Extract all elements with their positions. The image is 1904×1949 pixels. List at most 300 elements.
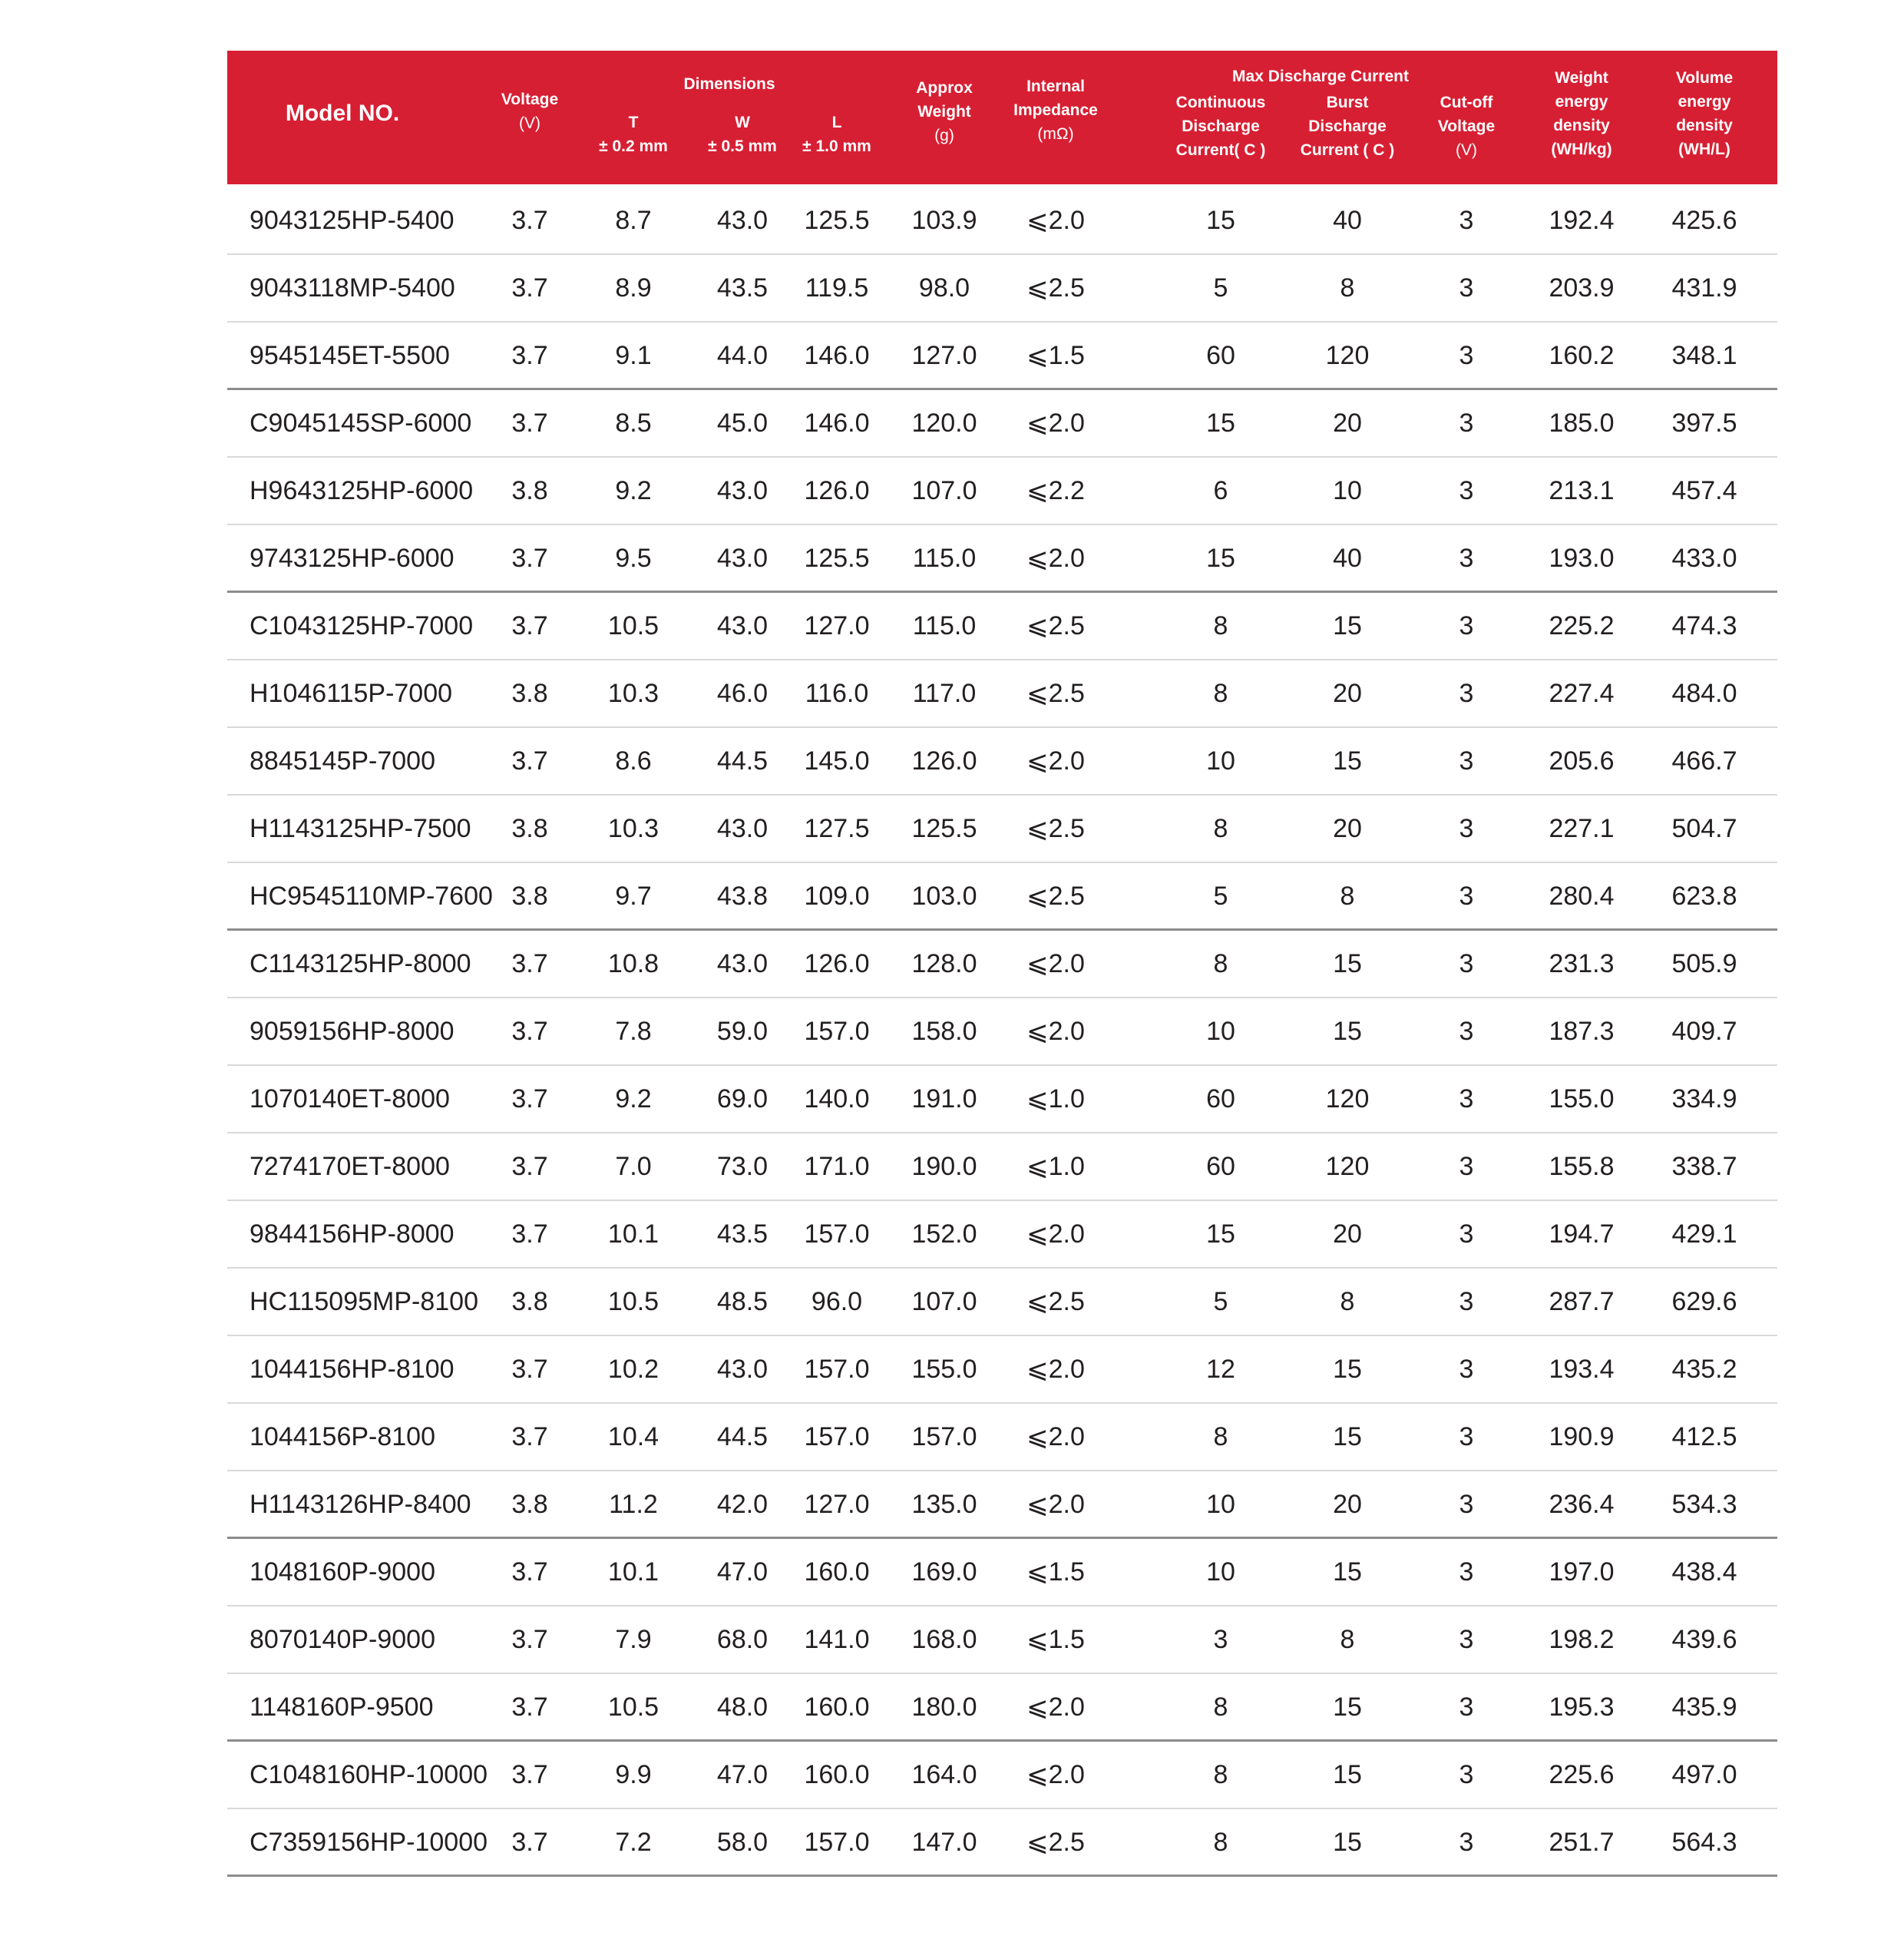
volume-density-cell: 466.7 <box>1671 746 1737 776</box>
table-row <box>227 458 1777 525</box>
impedance-cell: ⩽1.5 <box>1026 1625 1085 1654</box>
table-row <box>227 1742 1777 1809</box>
impedance-cell: ⩽2.0 <box>1026 1219 1085 1249</box>
voltage-cell: 3.7 <box>511 341 548 370</box>
table-row <box>227 998 1777 1066</box>
table-row <box>227 1066 1777 1133</box>
w-cell: 43.5 <box>716 1219 769 1249</box>
burst-cell: 20 <box>1333 1490 1362 1519</box>
burst-cell: 15 <box>1333 1017 1362 1046</box>
table-row <box>227 796 1777 863</box>
impedance-cell: ⩽2.5 <box>1026 273 1085 303</box>
header-weight-density: Weight energy density (WH/kg) <box>1551 69 1612 158</box>
weight-cell: 125.5 <box>911 814 977 843</box>
impedance-cell: ⩽2.5 <box>1026 679 1085 708</box>
weight-density-cell: 227.1 <box>1549 814 1615 843</box>
burst-cell: 20 <box>1333 409 1362 438</box>
cutoff-cell: 3 <box>1459 341 1474 370</box>
model-cell: H1143125HP-7500 <box>250 814 471 843</box>
table-row <box>227 931 1777 998</box>
cutoff-cell: 3 <box>1459 882 1474 911</box>
weight-density-cell: 205.6 <box>1549 746 1615 776</box>
burst-cell: 20 <box>1333 1219 1362 1249</box>
w-cell: 42.0 <box>716 1490 769 1519</box>
weight-density-cell: 155.8 <box>1549 1152 1615 1181</box>
continuous-cell: 8 <box>1213 1693 1228 1722</box>
volume-density-cell: 334.9 <box>1671 1084 1737 1113</box>
impedance-cell: ⩽2.5 <box>1026 814 1085 843</box>
weight-cell: 169.0 <box>911 1557 977 1587</box>
weight-cell: 164.0 <box>911 1760 977 1789</box>
l-cell: 160.0 <box>804 1760 870 1789</box>
impedance-cell: ⩽2.0 <box>1026 1490 1085 1519</box>
l-cell: 109.0 <box>804 882 870 911</box>
l-cell: 157.0 <box>804 1017 870 1046</box>
table-row <box>227 390 1777 458</box>
header-max-discharge: Max Discharge Current <box>1232 68 1409 85</box>
w-cell: 43.0 <box>716 544 769 573</box>
table-row <box>227 323 1777 390</box>
model-cell: 1044156P-8100 <box>250 1422 436 1451</box>
weight-density-cell: 203.9 <box>1549 273 1615 303</box>
cutoff-cell: 3 <box>1459 611 1474 640</box>
continuous-cell: 15 <box>1206 544 1235 573</box>
cutoff-cell: 3 <box>1459 746 1474 776</box>
continuous-cell: 15 <box>1206 1219 1235 1249</box>
weight-density-cell: 185.0 <box>1549 409 1615 438</box>
weight-cell: 98.0 <box>918 273 970 303</box>
header-t: T ± 0.2 mm <box>599 114 668 155</box>
impedance-cell: ⩽2.0 <box>1026 1355 1085 1384</box>
w-cell: 47.0 <box>716 1760 769 1789</box>
continuous-cell: 8 <box>1213 679 1228 708</box>
burst-cell: 10 <box>1333 476 1362 505</box>
weight-cell: 126.0 <box>911 746 977 776</box>
t-cell: 10.5 <box>607 1693 659 1722</box>
w-cell: 43.0 <box>716 611 769 640</box>
volume-density-cell: 348.1 <box>1671 341 1737 370</box>
continuous-cell: 12 <box>1206 1355 1235 1384</box>
cutoff-cell: 3 <box>1459 1219 1474 1249</box>
w-cell: 58.0 <box>716 1828 769 1857</box>
t-cell: 9.2 <box>615 476 652 505</box>
burst-cell: 15 <box>1333 1693 1362 1722</box>
voltage-cell: 3.8 <box>511 814 548 843</box>
volume-density-cell: 484.0 <box>1671 679 1737 708</box>
l-cell: 127.5 <box>804 814 870 843</box>
t-cell: 9.5 <box>615 544 652 573</box>
voltage-cell: 3.7 <box>511 409 548 438</box>
table-row <box>227 187 1777 255</box>
impedance-cell: ⩽2.2 <box>1026 476 1085 505</box>
cutoff-cell: 3 <box>1459 1693 1474 1722</box>
model-cell: C1048160HP-10000 <box>250 1760 488 1789</box>
continuous-cell: 60 <box>1206 1084 1235 1113</box>
model-cell: 1148160P-9500 <box>250 1693 434 1722</box>
l-cell: 141.0 <box>804 1625 870 1654</box>
weight-density-cell: 197.0 <box>1549 1557 1615 1587</box>
impedance-cell: ⩽1.0 <box>1026 1084 1085 1113</box>
continuous-cell: 10 <box>1206 1490 1235 1519</box>
model-cell: 8070140P-9000 <box>250 1625 436 1654</box>
t-cell: 10.2 <box>607 1355 659 1384</box>
weight-density-cell: 193.4 <box>1549 1355 1615 1384</box>
burst-cell: 20 <box>1333 679 1362 708</box>
burst-cell: 8 <box>1340 273 1355 303</box>
volume-density-cell: 435.2 <box>1671 1355 1737 1384</box>
cutoff-cell: 3 <box>1459 679 1474 708</box>
weight-density-cell: 160.2 <box>1549 341 1615 370</box>
voltage-cell: 3.7 <box>511 1422 548 1451</box>
w-cell: 43.0 <box>716 476 769 505</box>
t-cell: 10.5 <box>607 611 659 640</box>
impedance-cell: ⩽1.5 <box>1026 1557 1085 1587</box>
header-burst: Burst Discharge Current ( C ) <box>1300 94 1395 159</box>
voltage-cell: 3.8 <box>511 1287 548 1316</box>
table-row <box>227 863 1777 931</box>
weight-cell: 152.0 <box>911 1219 977 1249</box>
t-cell: 7.9 <box>615 1625 652 1654</box>
burst-cell: 120 <box>1325 1152 1370 1181</box>
model-cell: 9043118MP-5400 <box>250 273 455 303</box>
table-body <box>227 184 1777 1877</box>
voltage-cell: 3.7 <box>511 949 548 978</box>
weight-density-cell: 195.3 <box>1549 1693 1615 1722</box>
continuous-cell: 8 <box>1213 1760 1228 1789</box>
weight-density-cell: 194.7 <box>1549 1219 1615 1249</box>
weight-cell: 135.0 <box>911 1490 977 1519</box>
model-cell: C1143125HP-8000 <box>250 949 471 978</box>
table-row <box>227 728 1777 796</box>
burst-cell: 15 <box>1333 1355 1362 1384</box>
burst-cell: 15 <box>1333 1760 1362 1789</box>
w-cell: 48.0 <box>716 1693 769 1722</box>
weight-cell: 180.0 <box>911 1693 977 1722</box>
continuous-cell: 3 <box>1213 1625 1228 1654</box>
t-cell: 10.5 <box>607 1287 659 1316</box>
t-cell: 10.8 <box>607 949 659 978</box>
weight-density-cell: 187.3 <box>1549 1017 1615 1046</box>
cutoff-cell: 3 <box>1459 1355 1474 1384</box>
l-cell: 157.0 <box>804 1422 870 1451</box>
impedance-cell: ⩽1.0 <box>1026 1152 1085 1181</box>
burst-cell: 8 <box>1340 1625 1355 1654</box>
weight-density-cell: 198.2 <box>1549 1625 1615 1654</box>
l-cell: 126.0 <box>804 949 870 978</box>
weight-density-cell: 225.2 <box>1549 611 1615 640</box>
l-cell: 171.0 <box>804 1152 870 1181</box>
t-cell: 9.7 <box>615 882 652 911</box>
model-cell: 8845145P-7000 <box>250 746 436 776</box>
header-cutoff: Cut-off Voltage (V) <box>1437 94 1496 159</box>
model-cell: C7359156HP-10000 <box>250 1828 488 1857</box>
burst-cell: 15 <box>1333 949 1362 978</box>
w-cell: 45.0 <box>716 409 769 438</box>
weight-density-cell: 190.9 <box>1549 1422 1615 1451</box>
t-cell: 10.3 <box>607 679 659 708</box>
model-cell: 9844156HP-8000 <box>250 1219 455 1249</box>
burst-cell: 8 <box>1340 882 1355 911</box>
model-cell: 1070140ET-8000 <box>250 1084 450 1113</box>
impedance-cell: ⩽2.0 <box>1026 409 1085 438</box>
w-cell: 43.0 <box>716 1355 769 1384</box>
voltage-cell: 3.7 <box>511 544 548 573</box>
table-row <box>227 1809 1777 1877</box>
volume-density-cell: 504.7 <box>1671 814 1737 843</box>
voltage-cell: 3.7 <box>511 1693 548 1722</box>
weight-density-cell: 227.4 <box>1549 679 1615 708</box>
impedance-cell: ⩽2.0 <box>1026 949 1085 978</box>
volume-density-cell: 431.9 <box>1671 273 1737 303</box>
weight-density-cell: 280.4 <box>1549 882 1615 911</box>
cutoff-cell: 3 <box>1459 1017 1474 1046</box>
l-cell: 157.0 <box>804 1355 870 1384</box>
t-cell: 9.2 <box>615 1084 652 1113</box>
header-impedance: Internal Impedance (mΩ) <box>1013 78 1098 143</box>
t-cell: 9.1 <box>615 341 652 370</box>
l-cell: 119.5 <box>805 273 869 303</box>
w-cell: 48.5 <box>716 1287 769 1316</box>
w-cell: 69.0 <box>716 1084 769 1113</box>
model-cell: C9045145SP-6000 <box>250 409 472 438</box>
weight-density-cell: 193.0 <box>1549 544 1615 573</box>
w-cell: 43.0 <box>716 206 769 235</box>
volume-density-cell: 629.6 <box>1671 1287 1737 1316</box>
continuous-cell: 10 <box>1206 1017 1235 1046</box>
volume-density-cell: 338.7 <box>1671 1152 1737 1181</box>
cutoff-cell: 3 <box>1459 814 1474 843</box>
weight-cell: 103.0 <box>911 882 977 911</box>
header-w: W ± 0.5 mm <box>708 114 777 155</box>
t-cell: 7.8 <box>615 1017 652 1046</box>
header-l: L ± 1.0 mm <box>802 114 871 155</box>
table-row <box>227 1133 1777 1201</box>
model-cell: H1143126HP-8400 <box>250 1490 471 1519</box>
voltage-cell: 3.7 <box>511 273 548 303</box>
voltage-cell: 3.8 <box>511 1490 548 1519</box>
volume-density-cell: 425.6 <box>1671 206 1737 235</box>
l-cell: 145.0 <box>804 746 870 776</box>
volume-density-cell: 397.5 <box>1671 409 1737 438</box>
model-cell: H1046115P-7000 <box>250 679 453 708</box>
t-cell: 9.9 <box>615 1760 652 1789</box>
l-cell: 146.0 <box>804 341 870 370</box>
continuous-cell: 8 <box>1213 1828 1228 1857</box>
voltage-cell: 3.7 <box>511 1017 548 1046</box>
volume-density-cell: 439.6 <box>1671 1625 1737 1654</box>
l-cell: 160.0 <box>804 1557 870 1587</box>
table-header <box>227 51 1777 184</box>
impedance-cell: ⩽2.5 <box>1026 882 1085 911</box>
table-row <box>227 1201 1777 1269</box>
burst-cell: 15 <box>1333 746 1362 776</box>
t-cell: 8.7 <box>615 206 652 235</box>
weight-cell: 157.0 <box>911 1422 977 1451</box>
table-row <box>227 1404 1777 1471</box>
t-cell: 10.3 <box>607 814 659 843</box>
burst-cell: 15 <box>1333 1422 1362 1451</box>
cutoff-cell: 3 <box>1459 1084 1474 1113</box>
voltage-cell: 3.7 <box>511 1152 548 1181</box>
impedance-cell: ⩽2.0 <box>1026 1693 1085 1722</box>
t-cell: 10.1 <box>607 1557 659 1587</box>
weight-cell: 128.0 <box>911 949 977 978</box>
t-cell: 11.2 <box>609 1490 658 1519</box>
weight-cell: 155.0 <box>911 1355 977 1384</box>
impedance-cell: ⩽2.5 <box>1026 611 1085 640</box>
cutoff-cell: 3 <box>1459 1557 1474 1587</box>
weight-density-cell: 213.1 <box>1549 476 1615 505</box>
w-cell: 43.8 <box>716 882 769 911</box>
cutoff-cell: 3 <box>1459 1625 1474 1654</box>
continuous-cell: 8 <box>1213 611 1228 640</box>
impedance-cell: ⩽2.0 <box>1026 1017 1085 1046</box>
weight-cell: 120.0 <box>911 409 977 438</box>
model-cell: 9059156HP-8000 <box>250 1017 455 1046</box>
burst-cell: 15 <box>1333 611 1362 640</box>
volume-density-cell: 435.9 <box>1671 1693 1737 1722</box>
t-cell: 8.9 <box>615 273 652 303</box>
continuous-cell: 15 <box>1206 206 1235 235</box>
header-model: Model NO. <box>285 101 400 126</box>
l-cell: 157.0 <box>804 1219 870 1249</box>
w-cell: 44.5 <box>716 1422 769 1451</box>
spec-table <box>227 51 1777 1877</box>
l-cell: 126.0 <box>804 476 870 505</box>
table-row <box>227 1269 1777 1336</box>
t-cell: 7.0 <box>615 1152 652 1181</box>
continuous-cell: 5 <box>1213 1287 1228 1316</box>
volume-density-cell: 429.1 <box>1671 1219 1737 1249</box>
volume-density-cell: 433.0 <box>1671 544 1737 573</box>
table-row <box>227 1607 1777 1674</box>
header-weight: Approx Weight (g) <box>916 79 973 144</box>
w-cell: 46.0 <box>716 679 769 708</box>
continuous-cell: 6 <box>1213 476 1228 505</box>
cutoff-cell: 3 <box>1459 1152 1474 1181</box>
volume-density-cell: 474.3 <box>1671 611 1737 640</box>
cutoff-cell: 3 <box>1459 409 1474 438</box>
cutoff-cell: 3 <box>1459 273 1474 303</box>
weight-density-cell: 192.4 <box>1549 206 1615 235</box>
cutoff-cell: 3 <box>1459 1287 1474 1316</box>
model-cell: H9643125HP-6000 <box>250 476 474 505</box>
burst-cell: 40 <box>1333 544 1362 573</box>
l-cell: 157.0 <box>804 1828 870 1857</box>
w-cell: 47.0 <box>716 1557 769 1587</box>
weight-cell: 127.0 <box>911 341 977 370</box>
w-cell: 44.5 <box>716 746 769 776</box>
w-cell: 43.5 <box>716 273 769 303</box>
weight-density-cell: 225.6 <box>1549 1760 1615 1789</box>
burst-cell: 8 <box>1340 1287 1355 1316</box>
volume-density-cell: 505.9 <box>1671 949 1737 978</box>
weight-density-cell: 155.0 <box>1549 1084 1615 1113</box>
continuous-cell: 8 <box>1213 814 1228 843</box>
continuous-cell: 60 <box>1206 341 1235 370</box>
header-voltage: Voltage (V) <box>501 91 559 132</box>
model-cell: 7274170ET-8000 <box>250 1152 450 1181</box>
model-cell: HC115095MP-8100 <box>250 1287 478 1316</box>
w-cell: 73.0 <box>716 1152 769 1181</box>
model-cell: 9743125HP-6000 <box>250 544 455 573</box>
voltage-cell: 3.7 <box>511 1084 548 1113</box>
table-row <box>227 1674 1777 1742</box>
model-cell: 9043125HP-5400 <box>250 206 455 235</box>
header-continuous: Continuous Discharge Current( C ) <box>1175 94 1266 159</box>
w-cell: 44.0 <box>716 341 769 370</box>
weight-density-cell: 236.4 <box>1549 1490 1615 1519</box>
header-volume-density: Volume energy density (WH/L) <box>1675 69 1734 158</box>
burst-cell: 120 <box>1325 341 1370 370</box>
weight-cell: 190.0 <box>911 1152 977 1181</box>
voltage-cell: 3.7 <box>511 1828 548 1857</box>
impedance-cell: ⩽2.5 <box>1026 1828 1085 1857</box>
weight-density-cell: 231.3 <box>1549 949 1615 978</box>
volume-density-cell: 412.5 <box>1671 1422 1737 1451</box>
voltage-cell: 3.7 <box>511 1219 548 1249</box>
volume-density-cell: 438.4 <box>1671 1557 1737 1587</box>
impedance-cell: ⩽2.0 <box>1026 206 1085 235</box>
l-cell: 127.0 <box>804 611 870 640</box>
volume-density-cell: 457.4 <box>1671 476 1737 505</box>
l-cell: 96.0 <box>811 1287 863 1316</box>
voltage-cell: 3.7 <box>511 206 548 235</box>
cutoff-cell: 3 <box>1459 1760 1474 1789</box>
voltage-cell: 3.8 <box>511 679 548 708</box>
weight-cell: 115.0 <box>912 544 977 573</box>
t-cell: 7.2 <box>615 1828 652 1857</box>
model-cell: 1044156HP-8100 <box>250 1355 455 1384</box>
continuous-cell: 10 <box>1206 746 1235 776</box>
weight-density-cell: 251.7 <box>1549 1828 1615 1857</box>
weight-cell: 158.0 <box>911 1017 977 1046</box>
impedance-cell: ⩽2.5 <box>1026 1287 1085 1316</box>
cutoff-cell: 3 <box>1459 1828 1474 1857</box>
voltage-cell: 3.7 <box>511 746 548 776</box>
burst-cell: 15 <box>1333 1828 1362 1857</box>
cutoff-cell: 3 <box>1459 476 1474 505</box>
weight-cell: 103.9 <box>911 206 977 235</box>
t-cell: 10.1 <box>607 1219 659 1249</box>
l-cell: 125.5 <box>804 206 870 235</box>
burst-cell: 40 <box>1333 206 1362 235</box>
model-cell: 1048160P-9000 <box>250 1557 436 1587</box>
volume-density-cell: 564.3 <box>1671 1828 1737 1857</box>
l-cell: 146.0 <box>804 409 870 438</box>
weight-cell: 117.0 <box>912 679 977 708</box>
table-row <box>227 525 1777 593</box>
impedance-cell: ⩽2.0 <box>1026 1422 1085 1451</box>
l-cell: 125.5 <box>804 544 870 573</box>
impedance-cell: ⩽1.5 <box>1026 341 1085 370</box>
cutoff-cell: 3 <box>1459 206 1474 235</box>
continuous-cell: 5 <box>1213 882 1228 911</box>
model-cell: C1043125HP-7000 <box>250 611 474 640</box>
volume-density-cell: 497.0 <box>1671 1760 1737 1789</box>
table-row <box>227 593 1777 660</box>
t-cell: 10.4 <box>607 1422 659 1451</box>
weight-cell: 107.0 <box>911 476 977 505</box>
weight-cell: 115.0 <box>912 611 977 640</box>
cutoff-cell: 3 <box>1459 544 1474 573</box>
table-row <box>227 660 1777 728</box>
impedance-cell: ⩽2.0 <box>1026 746 1085 776</box>
weight-cell: 191.0 <box>911 1084 977 1113</box>
burst-cell: 15 <box>1333 1557 1362 1587</box>
w-cell: 43.0 <box>716 814 769 843</box>
continuous-cell: 15 <box>1206 409 1235 438</box>
